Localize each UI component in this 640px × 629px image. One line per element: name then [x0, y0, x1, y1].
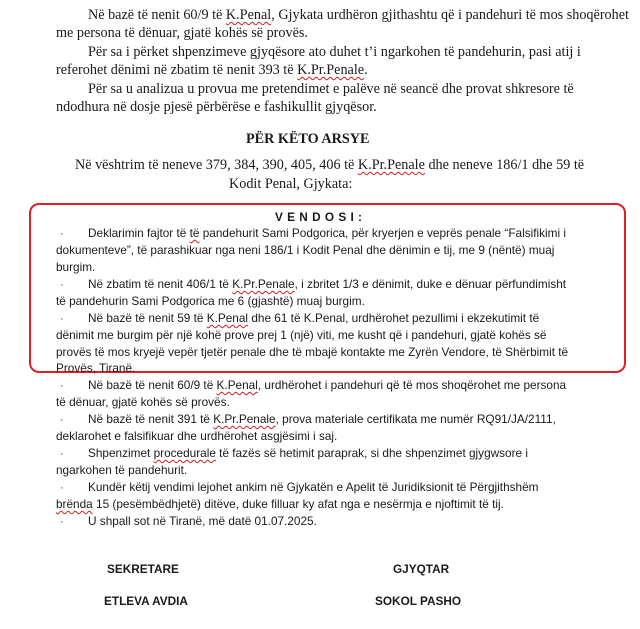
section-heading: PËR KËTO ARSYE — [246, 131, 370, 147]
text-line: Në bazë të nenit 391 të K.Pr.Penale, prova materiale certifikata me numër RQ91/JA/2111, — [88, 412, 556, 426]
text-line: Kodit Penal, Gjykata: — [229, 176, 353, 192]
judge-name: SOKOL PASHO — [375, 594, 462, 608]
text-line: Kundër këtij vendimi lejohet ankim në Gjykatën e Apelit të Juridiksionit të Përgjithshëm — [88, 480, 539, 494]
text-line: U shpall sot në Tiranë, më datë 01.07.2025. — [88, 514, 317, 528]
text-line: Deklarimin fajtor të të pandehurit Sami Podgorica, për kryerjen e veprës penale “Falsifikimi i — [88, 226, 566, 240]
text-line: Provës, Tiranë. — [56, 361, 136, 375]
text-line: me persona të dënuar, gjatë kohës së provës. — [56, 25, 308, 41]
text-line: referohet dënimi në zbatim të nenit 393 të K.Pr.Penale. — [56, 62, 368, 78]
secretary-title: SEKRETARE — [107, 562, 179, 576]
text-line: të dënuar, gjatë kohës së provës. — [56, 395, 230, 409]
text-line: Në zbatim të nenit 406/1 të K.Pr.Penale, i zbritet 1/3 e dënimit, duke e dënuar përfundimisht — [88, 277, 567, 291]
text-line: dokumenteve”, të parashikuar nga neni 186/1 i Kodit Penal dhe dënimin e tij, me 9 (nëntë) muaj — [56, 243, 555, 257]
bullet-dot: · — [60, 516, 64, 528]
text-line: dënimit me burgim për një kohë prove prej 1 (një) viti, me kusht që i pandehuri, gjatë kohës së — [56, 328, 547, 342]
text-line: Shpenzimet procedurale të fazës së hetimit paraprak, si dhe shpenzimet gjygwsore i — [88, 446, 529, 460]
text-line: ndodhura në dosje pjesë përbërëse e fashikullit gjyqësor. — [56, 99, 377, 115]
text-line: provës të mos kryejë vepër tjetër penale dhe të mbajë kontakte me Zyrën Vendore, të Shërbimit të — [56, 345, 569, 359]
bullet-dot: · — [60, 380, 64, 392]
text-line: deklarohet e falsifikuar dhe urdhërohet asgjësimi i saj. — [56, 429, 338, 443]
text-line: ngarkohen të pandehurit. — [56, 463, 188, 477]
text-line: Në vështrim të neneve 379, 384, 390, 405, 406 të K.Pr.Penale dhe neneve 186/1 dhe 59 të — [75, 157, 585, 173]
bullet-dot: · — [60, 414, 64, 426]
secretary-name: ETLEVA AVDIA — [104, 594, 188, 608]
text-line: Në bazë të nenit 59 të K.Penal dhe 61 të K.Penal, urdhërohet pezullimi i ekzekutimit të — [88, 311, 540, 325]
bullet-dot: · — [60, 279, 64, 291]
bullet-dot: · — [60, 228, 64, 240]
bullet-dot: · — [60, 313, 64, 325]
text-line: brënda 15 (pesëmbëdhjetë) ditëve, duke filluar ky afat nga e nesërmja e njoftimit të tij. — [56, 497, 504, 511]
judge-title: GJYQTAR — [393, 562, 450, 576]
text-line: Për sa i përket shpenzimeve gjyqësore ato duhet t’i ngarkohen të pandehurin, pasi atij i — [88, 44, 581, 60]
text-line: Në bazë të nenit 60/9 të K.Penal, urdhërohet i pandehuri që të mos shoqërohet me persona — [88, 378, 567, 392]
text-line: burgim. — [56, 260, 96, 274]
bullet-dot: · — [60, 448, 64, 460]
vendosi-title: V E N D O S I : — [275, 210, 363, 224]
bullet-dot: · — [60, 482, 64, 494]
text-line: të pandehurin Sami Podgorica me 6 (gjashtë) muaj burgim. — [56, 294, 365, 308]
text-line: Për sa u analizua u provua me pretendimet e palëve në seancë dhe provat shkresore të — [88, 81, 574, 97]
text-line: Në bazë të nenit 60/9 të K.Penal, Gjykata urdhëron gjithashtu që i pandehuri të mos shoqërohet — [88, 7, 629, 23]
